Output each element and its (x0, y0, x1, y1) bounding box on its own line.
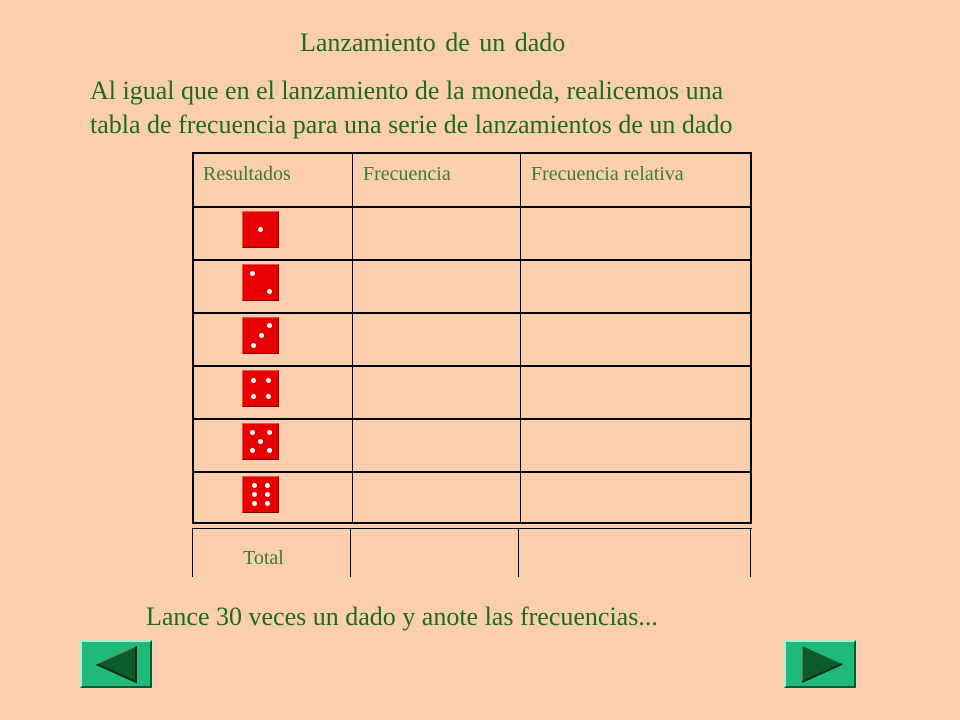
frecuencia-relativa-cell (521, 420, 750, 471)
die-pip (258, 227, 263, 232)
table-header-row (194, 154, 750, 208)
frecuencia-cell (353, 208, 521, 259)
die-face-6-icon (242, 476, 279, 513)
die-pip (252, 492, 257, 497)
slide-title: Lanzamiento de un dado (300, 28, 566, 57)
header-frecuencia-relativa: Frecuencia relativa (531, 163, 684, 185)
header-cell-frecuencia-relativa (521, 154, 750, 206)
intro-line-2: tabla de frecuencia para una serie de lanzamientos de un dado (90, 110, 733, 139)
right-triangle-icon (786, 642, 854, 686)
die-pip (265, 483, 270, 488)
total-frecuencia-relativa-cell (519, 529, 751, 577)
die-pip (250, 430, 255, 435)
header-frecuencia: Frecuencia (363, 163, 451, 185)
die-face-4-icon (242, 370, 279, 407)
result-cell (194, 367, 353, 418)
header-cell-frecuencia (353, 154, 521, 206)
next-slide-button[interactable] (784, 640, 856, 688)
total-label-cell (192, 529, 351, 577)
die-pip (266, 378, 271, 383)
intro-line-1: Al igual que en el lanzamiento de la moneda, realicemos una (90, 76, 724, 105)
die-pip (251, 343, 256, 348)
result-cell (194, 473, 353, 522)
die-pip (251, 378, 256, 383)
frecuencia-cell (353, 367, 521, 418)
die-face-3-icon (242, 317, 279, 354)
frecuencia-relativa-cell (521, 314, 750, 365)
result-cell (194, 314, 353, 365)
header-resultados: Resultados (203, 163, 291, 185)
frecuencia-cell (353, 314, 521, 365)
table-row-face-5 (194, 420, 750, 473)
total-frecuencia-cell (351, 529, 519, 577)
die-pip (265, 492, 270, 497)
frecuencia-relativa-cell (521, 261, 750, 312)
total-table (192, 528, 752, 577)
previous-slide-button[interactable] (80, 640, 152, 688)
die-pip (252, 501, 257, 506)
die-pip (266, 394, 271, 399)
table-row-face-2 (194, 261, 750, 314)
frequency-table (192, 152, 752, 524)
result-cell (194, 420, 353, 471)
die-pip (252, 483, 257, 488)
frecuencia-cell (353, 473, 521, 522)
die-face-5-icon (242, 423, 279, 460)
frecuencia-cell (353, 261, 521, 312)
frecuencia-cell (353, 420, 521, 471)
die-pip (267, 448, 272, 453)
die-pip (250, 448, 255, 453)
die-pip (250, 271, 255, 276)
die-pip (251, 394, 256, 399)
table-row-face-6 (194, 473, 750, 522)
result-cell (194, 261, 353, 312)
die-pip (258, 439, 263, 444)
header-cell-resultados (194, 154, 353, 206)
left-triangle-icon (82, 642, 150, 686)
die-face-2-icon (242, 264, 279, 301)
result-cell (194, 208, 353, 259)
die-pip (259, 333, 264, 338)
die-face-1-icon (242, 211, 279, 248)
table-row-face-4 (194, 367, 750, 420)
die-pip (267, 430, 272, 435)
total-label: Total (243, 547, 284, 569)
intro-text (90, 74, 732, 142)
die-pip (265, 501, 270, 506)
table-row-face-1 (194, 208, 750, 261)
die-pip (267, 289, 272, 294)
table-row-face-3 (194, 314, 750, 367)
frecuencia-relativa-cell (521, 208, 750, 259)
frecuencia-relativa-cell (521, 473, 750, 522)
frecuencia-relativa-cell (521, 367, 750, 418)
instruction-text: Lance 30 veces un dado y anote las frecuencias... (146, 602, 658, 631)
die-pip (267, 323, 272, 328)
